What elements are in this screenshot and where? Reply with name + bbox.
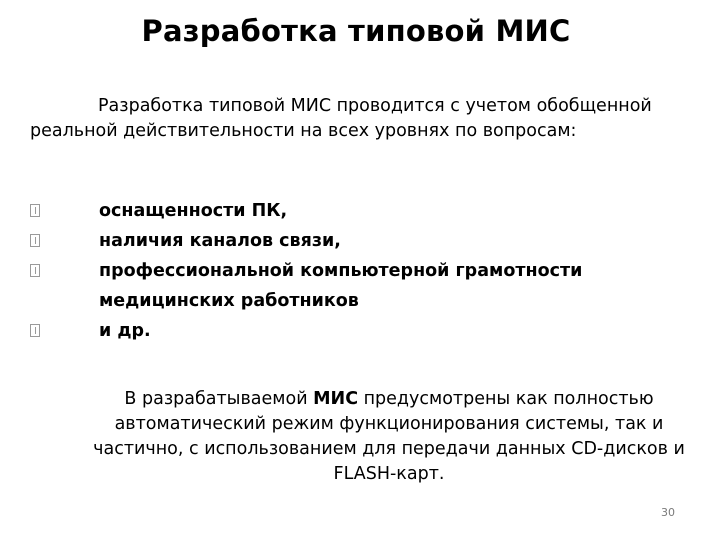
slide-title: Разработка типовой МИС [141, 14, 571, 48]
bullet-item [30, 196, 690, 226]
closing-text-start: В разрабатываемой [124, 389, 314, 409]
bullet-text: наличия каналов связи, [99, 231, 341, 251]
closing-paragraph [84, 387, 694, 487]
bullet-item [30, 226, 690, 256]
bullet-text: и др. [99, 321, 151, 341]
bullet-item [30, 316, 690, 346]
bullet-marker-icon [30, 234, 40, 247]
bullet-marker-icon [30, 204, 40, 217]
intro-paragraph: Разработка типовой МИС проводится с учетом обобщенной реальной действительности на всех уровнях по вопросам: [30, 96, 652, 141]
bullet-marker-icon [30, 264, 40, 277]
closing-bold-term: МИС [313, 389, 359, 409]
bullet-marker-icon [30, 324, 40, 337]
bullet-list [30, 196, 690, 346]
bullet-text: профессиональной компьютерной грамотности медицинских работников [99, 261, 583, 311]
page-number: 30 [661, 506, 675, 519]
bullet-item [30, 256, 690, 316]
bullet-text: оснащенности ПК, [99, 201, 288, 221]
closing-text-end: предусмотрены как полностью автоматический режим функционирования системы, так и частично, с использованием для передачи данных CD-дисков и FLASH-карт. [93, 389, 685, 484]
